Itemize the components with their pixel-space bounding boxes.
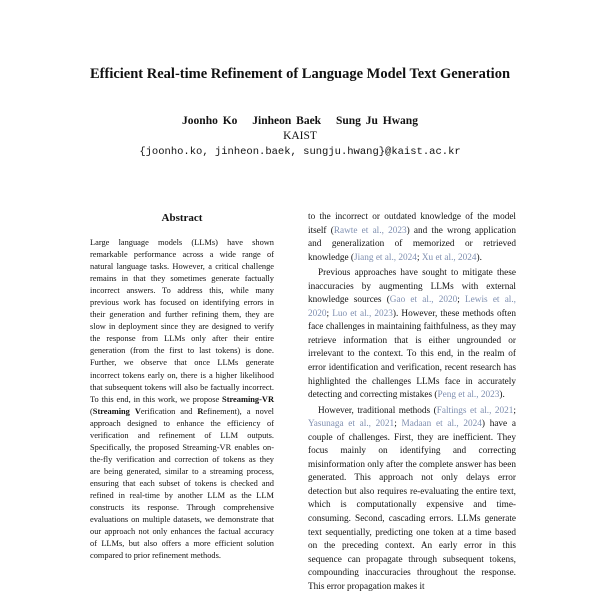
paper-title: Efficient Real-time Refinement of Language Model Text Generation <box>89 66 511 82</box>
abstract-part: erification and <box>140 406 198 416</box>
body-text: ; <box>416 252 422 263</box>
acronym-letter: R <box>197 406 204 416</box>
citation-link[interactable]: Gao et al., 2020 <box>389 295 458 306</box>
abstract-heading: Abstract <box>161 212 203 224</box>
author-name: Jinheon Baek <box>252 115 322 127</box>
citation-link[interactable]: Jiang et al., 2024 <box>353 252 417 263</box>
body-text: ; <box>394 419 402 430</box>
abstract-text <box>90 237 274 562</box>
citation-link[interactable]: Madaan et al., 2024 <box>401 419 482 430</box>
body-text: ; <box>513 405 516 416</box>
body-text: to the incorrect or outdated knowledge of the model itself ( <box>308 212 516 236</box>
affiliation: KAIST <box>283 130 317 142</box>
body-text: ) have a couple of challenges. First, they are inefficient. They focus mainly on identifying and correcting misinformation only after the complete answer has been generated. This approach not only delays error detection but also requires re-evaluating the entire text, which is computationally expensive and time-consuming. Second, cascading errors. LLMs generate text sequentially, predicting one token at a time based on the preceding context. An early error in this sequence can propagate through subsequent tokens, compounding inaccuracies throughout the response. This error propagation makes it <box>308 419 516 592</box>
abstract-part: ( <box>90 406 93 416</box>
acronym-letter: Streaming <box>92 406 130 416</box>
citation-link[interactable]: Rawte et al., 2023 <box>333 225 407 236</box>
citation-link[interactable]: Faltings et al., 2021 <box>436 405 514 416</box>
body-text: However, traditional methods ( <box>318 405 437 416</box>
citation-link[interactable]: Xu et al., 2024 <box>421 252 477 263</box>
citation-link[interactable]: Yasunaga et al., 2021 <box>308 419 395 430</box>
body-text: ; <box>457 295 466 306</box>
body-text: ). <box>499 390 505 401</box>
abstract-part: efinement), <box>203 406 247 416</box>
body-paragraph <box>308 405 516 595</box>
body-column <box>308 211 516 596</box>
body-text: ). <box>476 252 482 263</box>
body-text: Previous approaches have sought to mitigate these inaccuracies by augmenting LLMs with external knowledge sources ( <box>308 268 516 306</box>
method-name: Streaming-VR <box>222 394 274 404</box>
citation-link[interactable]: Peng et al., 2023 <box>437 390 500 401</box>
acronym-letter: V <box>134 406 141 416</box>
body-text: ). However, these methods often face challenges in maintaining faithfulness, as they may retrieve information that is either ungrounded or irrelevant to the context. To this end, in the realm of error identification and verification, recent research has highlighted the challenges LLMs face in accurately detecting and correcting mistakes ( <box>308 308 516 401</box>
abstract-part: Large language models (LLMs) have shown remarkable performance across a wide range of natural language tasks. However, a critical challenge remains in that they sometimes generate factually incorrect answers. To address this, while many previous work has focused on identifying errors in their generation and further refining them, they are slow in deployment since they are designed to verify the response from LLMs only after their entire generation (from the first to last tokens) is done. Further, we observe that once LLMs generate incorrect tokens early on, there is a higher likelihood that subsequent tokens will also be factually incorrect. To this end, in this work, we propose <box>90 238 274 404</box>
body-paragraph <box>308 211 516 265</box>
author-email: {joonho.ko, jinheon.baek, sungju.hwang}@kaist.ac.kr <box>139 146 461 158</box>
citation-link[interactable]: Lewis et al., 2020 <box>308 295 516 319</box>
citation-link[interactable]: Luo et al., 2023 <box>332 308 393 319</box>
author-name: Joonho Ko <box>182 115 238 127</box>
body-text: ) and the wrong application and generalization of memorized or retrieved knowledge ( <box>308 225 517 263</box>
body-text: ; <box>326 308 333 319</box>
abstract-part: a novel approach designed to enhance the efficiency of verification and refinement of LLM outputs. Specifically, the proposed Streaming-VR enables on-the-fly verification and correction of tokens as they are being generated, similar to a streaming process, ensuring that each subset of tokens is checked and refined in real-time by another LLM as the LLM constructs its response. Through comprehensive evaluations on multiple datasets, we demonstrate that our approach not only enhances the factual accuracy of LLMs, but also offers a more efficient solution compared to prior refinement methods. <box>90 406 274 561</box>
body-paragraph <box>308 267 516 402</box>
author-name: Sung Ju Hwang <box>335 115 418 127</box>
author-list <box>0 115 600 127</box>
